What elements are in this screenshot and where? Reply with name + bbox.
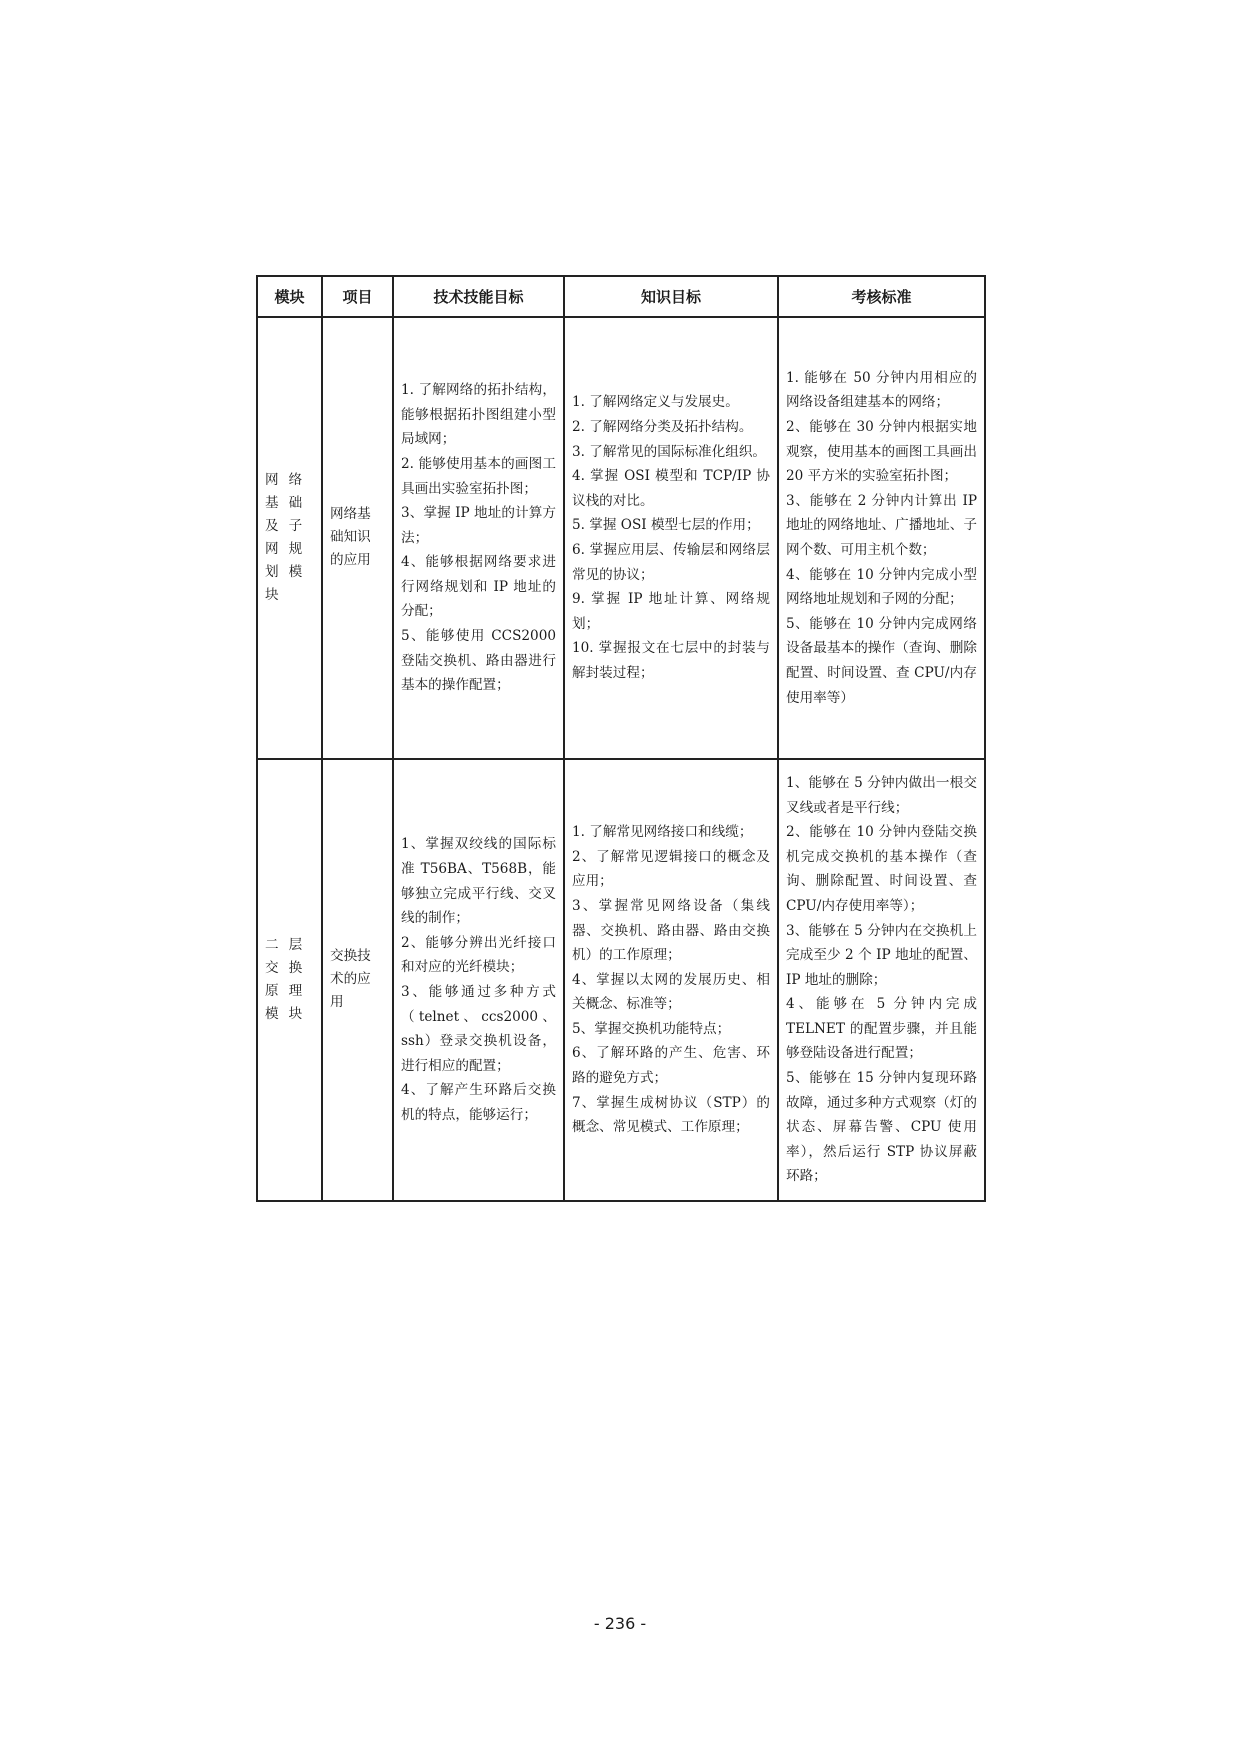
header-knowledge-goals: 知识目标 (564, 276, 778, 317)
criteria-item: 3、能够在 2 分钟内计算出 IP 地址的网络地址、广播地址、子网个数、可用主机个数； (786, 492, 977, 558)
header-module: 模块 (257, 276, 322, 317)
module-cell (257, 317, 322, 759)
skill-item: 4、能够根据网络要求进行网络规划和 IP 地址的分配； (401, 554, 556, 620)
criteria-item: 1、能够在 5 分钟内做出一根交叉线或者是平行线； (786, 774, 977, 816)
skill-item: 3、掌握 IP 地址的计算方法； (401, 505, 556, 546)
module-text: 二层交换原理模块 (265, 936, 313, 1022)
table-row (257, 317, 985, 759)
knowledge-item: 5. 掌握 OSI 模型七层的作用； (572, 517, 760, 534)
project-cell (322, 759, 393, 1201)
criteria-item: 2、能够在 30 分钟内根据实地观察，使用基本的画图工具画出 20 平方米的实验室拓扑图； (786, 419, 977, 485)
skill-item: 4、了解产生环路后交换机的特点，能够运行； (401, 1082, 556, 1123)
project-cell (322, 317, 393, 759)
project-text: 交换技术的应用 (330, 948, 371, 1011)
criteria-cell (778, 317, 985, 759)
skill-item: 3、能够通过多种方式（telnet、ccs2000、ssh）登录交换机设备，进行相应的配置； (401, 984, 556, 1074)
knowledge-item: 2、了解常见逻辑接口的概念及应用； (572, 848, 770, 890)
table-row (257, 759, 985, 1201)
skills-cell (393, 317, 564, 759)
criteria-item: 1. 能够在 50 分钟内用相应的网络设备组建基本的网络； (786, 369, 977, 411)
knowledge-item: 10. 掌握报文在七层中的封装与解封装过程； (572, 640, 770, 681)
knowledge-item: 1. 了解常见网络接口和线缆； (572, 824, 753, 841)
knowledge-item: 9. 掌握 IP 地址计算、网络规划； (572, 591, 770, 632)
module-cell (257, 759, 322, 1201)
criteria-item: 4、能够在 5 分钟内完成 TELNET 的配置步骤，并且能够登陆设备进行配置； (786, 996, 977, 1062)
skill-item: 5、能够使用 CCS2000 登陆交换机、路由器进行基本的操作配置； (401, 628, 556, 694)
knowledge-item: 7、掌握生成树协议（STP）的概念、常见模式、工作原理； (572, 1094, 770, 1136)
skill-item: 2. 能够使用基本的画图工具画出实验室拓扑图； (401, 455, 556, 497)
page-number: - 236 - (593, 1614, 647, 1633)
module-text: 网络基础及子网规划模块 (265, 471, 313, 603)
knowledge-item: 4. 掌握 OSI 模型和 TCP/IP 协议栈的对比。 (572, 468, 770, 509)
knowledge-item: 3、掌握常见网络设备（集线器、交换机、路由器、路由交换机）的工作原理； (572, 897, 770, 964)
skill-item: 1. 了解网络的拓扑结构，能够根据拓扑图组建小型局域网； (401, 382, 556, 448)
header-assessment-criteria: 考核标准 (778, 276, 985, 317)
knowledge-item: 6、了解环路的产生、危害、环路的避免方式； (572, 1045, 770, 1087)
header-skill-goals: 技术技能目标 (393, 276, 564, 317)
criteria-item: 4、能够在 10 分钟内完成小型网络地址规划和子网的分配； (786, 566, 977, 608)
skills-cell (393, 759, 564, 1201)
project-text: 网络基础知识的应用 (330, 506, 371, 569)
criteria-item: 3、能够在 5 分钟内在交换机上完成至少 2 个 IP 地址的配置、IP 地址的删除； (786, 922, 977, 988)
header-project: 项目 (322, 276, 393, 317)
knowledge-cell (564, 317, 778, 759)
skill-item: 2、能够分辨出光纤接口和对应的光纤模块； (401, 934, 556, 976)
knowledge-cell (564, 759, 778, 1201)
knowledge-item: 1. 了解网络定义与发展史。 (572, 394, 739, 411)
knowledge-item: 4、掌握以太网的发展历史、相关概念、标准等； (572, 971, 770, 1013)
skill-item: 1、掌握双绞线的国际标准 T56BA、T568B，能够独立完成平行线、交叉线的制作； (401, 836, 556, 927)
criteria-item: 5、能够在 15 分钟内复现环路故障，通过多种方式观察（灯的状态、屏幕告警、CPU 使用率），然后运行 STP 协议屏蔽环路； (786, 1070, 977, 1185)
knowledge-item: 6. 掌握应用层、传输层和网络层常见的协议； (572, 542, 770, 583)
knowledge-item: 3. 了解常见的国际标准化组织。 (572, 443, 767, 460)
criteria-item: 2、能够在 10 分钟内登陆交换机完成交换机的基本操作（查询、删除配置、时间设置、查 CPU/内存使用率等）； (786, 824, 977, 914)
criteria-item: 5、能够在 10 分钟内完成网络设备最基本的操作（查询、删除配置、时间设置、查 CPU/内存使用率等） (786, 615, 977, 706)
knowledge-item: 5、掌握交换机功能特点； (572, 1020, 731, 1037)
knowledge-item: 2. 了解网络分类及拓扑结构。 (572, 419, 753, 436)
table-header-row (257, 276, 985, 317)
criteria-cell (778, 759, 985, 1201)
curriculum-table (256, 275, 986, 1202)
